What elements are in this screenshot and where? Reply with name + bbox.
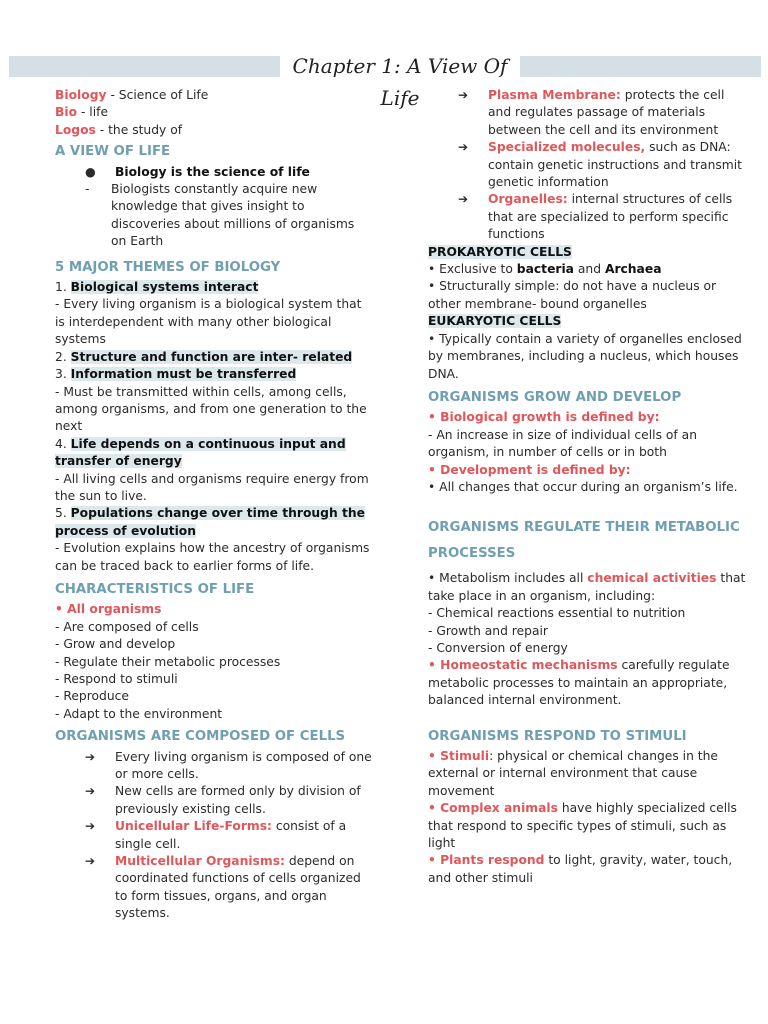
arrow-icon: ➔	[458, 192, 469, 207]
cells-item: ➔ New cells are formed only by division of previously existing cells.	[55, 783, 373, 818]
dash-marker: -	[85, 182, 90, 197]
arrow-icon: ➔	[458, 140, 469, 155]
meta-sub-item: - Conversion of energy	[428, 640, 568, 655]
theme-5-title: 5. Populations change over time through the process of evolution	[55, 506, 365, 538]
stimuli-item: • Complex animals have highly specialized cells that respond to specific types of stimuli, such as light	[428, 801, 737, 851]
arrow-icon: ➔	[85, 854, 96, 869]
char-item: - Adapt to the environment	[55, 706, 223, 721]
theme-3-title: 3. Information must be transferred	[55, 367, 297, 382]
heading-eukaryotic: EUKARYOTIC CELLS	[428, 314, 562, 329]
view-dash: - Biologists constantly acquire new knowledge that gives insight to discoveries about millions of organisms on Earth	[55, 181, 373, 251]
heading-themes: 5 MAJOR THEMES OF BIOLOGY	[55, 259, 281, 275]
def-logos: Logos - the study of	[55, 122, 183, 137]
euk-item: • Typically contain a variety of organelles enclosed by membranes, including a nucleus, which houses DNA.	[428, 331, 742, 381]
char-item: - Reproduce	[55, 689, 129, 704]
heading-characteristics: CHARACTERISTICS OF LIFE	[55, 581, 255, 597]
meta-sub-item: - Chemical reactions essential to nutrition	[428, 606, 686, 621]
def-bio: Bio - life	[55, 105, 109, 120]
heading-metabolic: ORGANISMS REGULATE THEIR METABOLIC PROCESSES	[428, 520, 740, 562]
cells-item: ➔ Multicellular Organisms: depend on coordinated functions of cells organized to form tissues, organs, and organ systems.	[55, 853, 373, 923]
theme-5-desc: - Evolution explains how the ancestry of organisms can be traced back to earlier forms of life.	[55, 541, 370, 573]
arrow-icon: ➔	[85, 819, 96, 834]
theme-1-desc: - Every living organism is a biological system that is interdependent with many other biological systems	[55, 297, 362, 347]
meta-item: • Metabolism includes all chemical activities that take place in an organism, including:	[428, 571, 746, 603]
char-item: - Respond to stimuli	[55, 672, 178, 686]
prok-item: • Exclusive to bacteria and Archaea	[428, 262, 662, 277]
view-bullet: ● Biology is the science of life	[55, 164, 373, 181]
char-lead: • All organisms	[55, 602, 162, 617]
theme-1-title: 1. Biological systems interact	[55, 280, 259, 295]
bullet-dot-icon: ●	[85, 164, 96, 179]
structure-item: ➔ Specialized molecules, such as DNA: contain genetic instructions and transmit genetic information	[428, 139, 746, 191]
theme-2-title: 2. Structure and function are inter- related	[55, 349, 353, 364]
theme-4-title: 4. Life depends on a continuous input and transfer of energy	[55, 436, 346, 469]
grow-lead: • Biological growth is defined by:	[428, 410, 660, 425]
grow-text: - An increase in size of individual cells of an organism, in number of cells or in both	[428, 427, 697, 460]
prok-item: • Structurally simple: do not have a nucleus or other membrane- bound organelles	[428, 279, 717, 311]
cells-item: ➔ Every living organism is composed of one or more cells.	[55, 749, 373, 784]
meta-sub-item: - Growth and repair	[428, 623, 548, 638]
develop-text: • All changes that occur during an organism’s life.	[428, 479, 738, 494]
char-item: - Regulate their metabolic processes	[55, 654, 281, 669]
right-column	[428, 87, 746, 887]
heading-stimuli: ORGANISMS RESPOND TO STIMULI	[428, 728, 687, 744]
cells-item: ➔ Unicellular Life-Forms: consist of a single cell.	[55, 818, 373, 853]
page-title: Chapter 1: A View Of Life	[280, 50, 520, 82]
structure-item: ➔ Organelles: internal structures of cells that are specialized to perform specific functions	[428, 191, 746, 243]
heading-composed-of-cells: ORGANISMS ARE COMPOSED OF CELLS	[55, 729, 346, 745]
heading-grow-develop: ORGANISMS GROW AND DEVELOP	[428, 389, 682, 405]
structure-item: ➔ Plasma Membrane: protects the cell and regulates passage of materials between the cell and its environment	[428, 87, 746, 139]
left-column	[55, 87, 373, 923]
arrow-icon: ➔	[458, 88, 469, 102]
stimuli-item: • Stimuli: physical or chemical changes in the external or internal environment that cause movement	[428, 749, 718, 798]
char-item: - Grow and develop	[55, 637, 176, 652]
stimuli-item: • Plants respond to light, gravity, water, touch, and other stimuli	[428, 853, 733, 885]
develop-lead: • Development is defined by:	[428, 462, 631, 477]
theme-3-desc: - Must be transmitted within cells, among cells, among organisms, and from one generation to the next	[55, 384, 367, 434]
arrow-icon: ➔	[85, 749, 96, 764]
heading-view-of-life: A VIEW OF LIFE	[55, 144, 171, 160]
arrow-icon: ➔	[85, 784, 96, 799]
theme-4-desc: - All living cells and organisms require energy from the sun to live.	[55, 471, 369, 503]
def-biology: Biology - Science of Life	[55, 88, 209, 102]
heading-prokaryotic: PROKARYOTIC CELLS	[428, 244, 572, 259]
char-item: - Are composed of cells	[55, 619, 199, 634]
meta-item: • Homeostatic mechanisms carefully regulate metabolic processes to maintain an appropriate, balanced internal environment.	[428, 658, 730, 708]
